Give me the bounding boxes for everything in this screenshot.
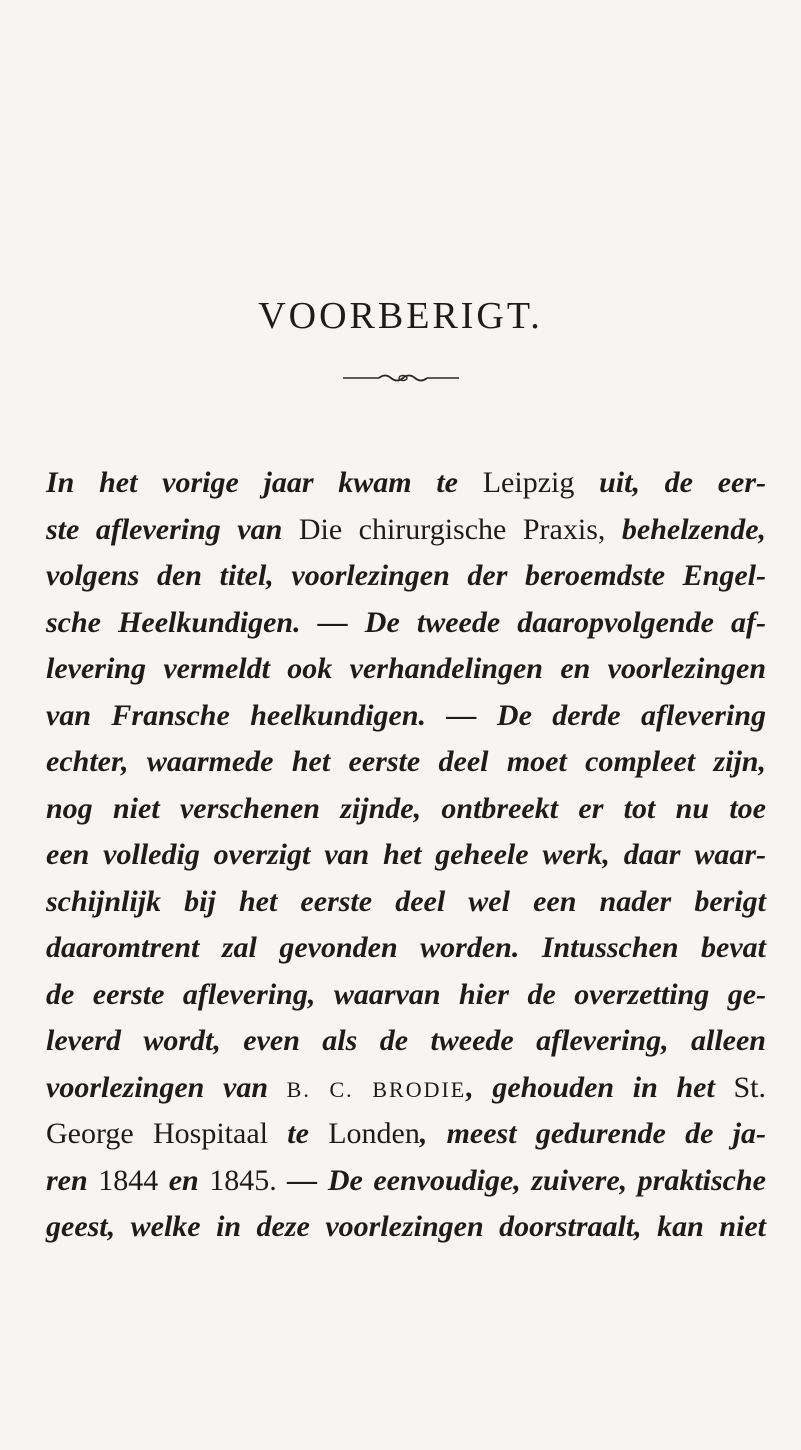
text-line: [46, 460, 766, 507]
text-segment: Leipzig: [482, 466, 575, 499]
text-line: [46, 553, 766, 600]
text-line: [46, 646, 766, 693]
text-segment: St.: [733, 1070, 766, 1104]
text-segment: Die chirurgische Praxis,: [298, 512, 606, 546]
text-segment: George Hospitaal: [46, 1117, 268, 1150]
text-segment: behelzende,: [605, 512, 767, 546]
text-line: [46, 879, 766, 926]
text-segment: levering vermeldt ook verhandelingen en voorlezingen: [46, 652, 766, 685]
text-line: [46, 1065, 766, 1112]
text-segment: de eerste aflevering, waarvan hier de overzetting ge-: [46, 977, 766, 1011]
text-line: [46, 972, 766, 1019]
text-segment: te: [268, 1117, 329, 1150]
text-segment: en: [158, 1163, 210, 1197]
text-segment: volgens den titel, voorlezingen der beroemdste Engel-: [46, 559, 766, 592]
text-segment: 1844: [98, 1163, 159, 1197]
text-segment: leverd wordt, even als de tweede aflevering, alleen: [46, 1024, 766, 1057]
text-segment: ste aflevering van: [46, 512, 299, 546]
text-segment: echter, waarmede het eerste deel moet compleet zijn,: [46, 745, 766, 778]
text-line: [46, 739, 766, 786]
text-line: [46, 925, 766, 972]
text-segment: geest, welke in deze voorlezingen doorstraalt, kan niet: [46, 1210, 766, 1243]
text-line: [46, 1111, 766, 1158]
text-segment: , meest gedurende de ja-: [419, 1117, 766, 1150]
preface-paragraph: [46, 460, 766, 1251]
text-segment: sche Heelkundigen. — De tweede daaropvolgende af-: [46, 605, 766, 639]
text-segment: Londen: [328, 1117, 420, 1150]
text-segment: voorlezingen van: [46, 1070, 287, 1104]
text-segment: , gehouden in het: [466, 1070, 734, 1104]
text-segment: uit, de eer-: [574, 466, 767, 499]
text-segment: daaromtrent zal gevonden worden. Intusschen bevat: [46, 931, 766, 964]
text-line: [46, 693, 766, 740]
text-line: [46, 1204, 766, 1251]
text-segment: schijnlijk bij het eerste deel wel een nader berigt: [46, 884, 766, 918]
text-segment: een volledig overzigt van het geheele werk, daar waar-: [46, 838, 766, 871]
text-segment: B. C. BRODIE: [286, 1076, 467, 1102]
text-segment: nog niet verschenen zijnde, ontbreekt er tot nu toe: [46, 791, 766, 825]
text-segment: ren: [46, 1163, 99, 1197]
text-line: [46, 1018, 766, 1065]
text-segment: van Fransche heelkundigen. — De derde aflevering: [46, 698, 766, 732]
decorative-rule-icon: [343, 372, 459, 384]
page-title: VOORBERIGT.: [258, 295, 543, 337]
text-line: [46, 1158, 766, 1205]
text-line: [46, 600, 766, 647]
text-segment: 1845.: [209, 1163, 277, 1197]
text-segment: In het vorige jaar kwam te: [46, 466, 483, 499]
text-line: [46, 786, 766, 833]
text-line: [46, 832, 766, 879]
text-segment: — De eenvoudige, zuivere, praktische: [276, 1163, 766, 1197]
text-line: [46, 507, 766, 554]
